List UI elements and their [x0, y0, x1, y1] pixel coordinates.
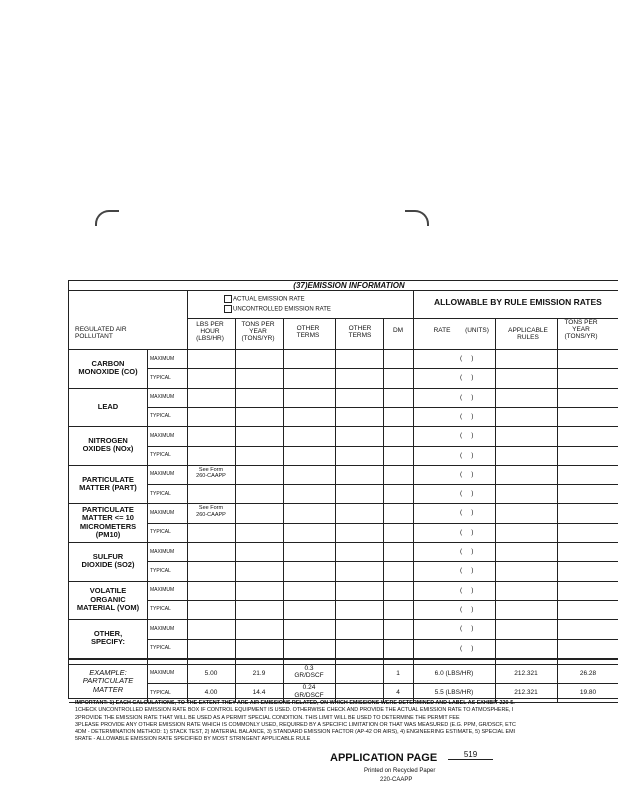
- emission-information-form: [68, 280, 618, 699]
- row-line: [147, 446, 618, 447]
- column-line: [235, 318, 236, 702]
- units-paren: ( ): [460, 432, 474, 440]
- printed-note: Printed on Recycled Paper: [364, 768, 436, 774]
- units-paren: ( ): [460, 374, 474, 382]
- units-paren: ( ): [460, 490, 474, 498]
- actual-rate-option[interactable]: ACTUAL EMISSION RATE: [224, 295, 331, 305]
- actual-rate-checkbox[interactable]: [224, 295, 232, 303]
- example-lbs-value: 4.00: [204, 689, 218, 697]
- example-rule-value: 212.321: [514, 669, 538, 677]
- units-paren: ( ): [460, 625, 474, 633]
- typical-label: TYPICAL: [150, 374, 171, 381]
- typical-label: TYPICAL: [150, 452, 171, 458]
- typical-label: TYPICAL: [150, 567, 171, 574]
- row-line: [147, 639, 618, 640]
- maximum-label: MAXIMUM: [150, 587, 175, 594]
- example-rate-value: 6.0 (LBS/HR): [434, 669, 474, 677]
- example-dm-value: 4: [396, 689, 400, 697]
- header-subline: [187, 318, 618, 319]
- col-rate: RATE: [433, 327, 451, 334]
- units-paren: ( ): [460, 644, 474, 652]
- column-line: [283, 318, 284, 702]
- pollutant-name: SULFUR DIOXIDE (SO2): [81, 551, 135, 570]
- col-units: (UNITS): [465, 327, 489, 334]
- maximum-label: MAXIMUM: [150, 509, 175, 516]
- units-paren: ( ): [460, 509, 474, 517]
- pollutant-name: VOLATILE ORGANIC MATERIAL (VOM): [76, 586, 140, 612]
- footnote-4: 4DM - DETERMINATION METHOD: 1) STACK TEST, 2) MATERIAL BALANCE, 3) STANDARD EMISSION FACTOR (AP-42 OR AIRS), 4) ENGINEERING ESTIMATE, 5) SPECIAL EMI: [75, 729, 516, 736]
- col-tons-per-year: TONS PER YEAR (TONS/YR): [241, 321, 275, 342]
- pollutant-name: NITROGEN OXIDES (NOx): [82, 435, 134, 454]
- typical-label: TYPICAL: [150, 490, 171, 497]
- example-tons-allowable-value: 26.28: [579, 669, 597, 677]
- scan-mark-left: [95, 210, 119, 226]
- application-page-label: APPLICATION PAGE: [330, 752, 438, 764]
- row-line: [147, 368, 618, 369]
- units-paren: ( ): [460, 470, 474, 478]
- row-line: [69, 426, 618, 427]
- footnote-3: 3PLEASE PROVIDE ANY OTHER EMISSION RATE WHICH IS COMMONLY USED, REQUIRED BY A SPECIFIC LIMITATION OR THAT WAS MEASURED (E.G. PPM, GR/DSCF, ETC: [75, 721, 516, 728]
- scan-mark-right: [405, 210, 429, 226]
- example-top-line: [69, 664, 618, 665]
- col-other-terms-2: OTHER TERMS: [348, 325, 372, 339]
- maximum-label: MAXIMUM: [150, 432, 175, 439]
- maximum-label: MAXIMUM: [150, 625, 175, 632]
- row-line: [69, 465, 618, 466]
- col-other-terms-1: OTHER TERMS: [296, 325, 320, 339]
- row-line: [147, 407, 618, 408]
- maximum-label: MAXIMUM: [150, 394, 175, 401]
- pollutant-name: PARTICULATE MATTER <= 10 MICROMETERS (PM10): [79, 504, 137, 539]
- form-number: 220-CAAPP: [380, 777, 413, 783]
- units-paren: ( ): [460, 605, 474, 613]
- max-lbs-value: See Form 260-CAAPP: [196, 505, 226, 518]
- typical-label: TYPICAL: [150, 529, 171, 536]
- row-line: [147, 561, 618, 562]
- column-line: [495, 318, 496, 702]
- maximum-label: MAXIMUM: [150, 471, 175, 478]
- typical-label: TYPICAL: [150, 606, 171, 613]
- emission-rate-options: [224, 295, 331, 314]
- page-number: 519: [448, 750, 493, 760]
- body-bottom-line: [69, 658, 618, 660]
- col-tons-per-year-allowable: TONS PER YEAR (TONS/YR): [564, 319, 598, 340]
- units-paren: ( ): [460, 355, 474, 362]
- max-lbs-value: See Form 260-CAAPP: [196, 466, 226, 480]
- row-line: [69, 542, 618, 543]
- units-paren: ( ): [460, 412, 474, 420]
- column-line: [147, 349, 148, 702]
- units-paren: ( ): [460, 451, 474, 459]
- example-lbs-value: 5.00: [204, 669, 218, 677]
- example-other-value: 0.3 GR/DSCF: [294, 664, 324, 680]
- column-line: [557, 318, 558, 702]
- maximum-label: MAXIMUM: [150, 670, 175, 677]
- footnote-1: 1CHECK UNCONTROLLED EMISSION RATE BOX IF CONTROL EQUIPMENT IS USED. OTHERWISE CHECK AND PROVIDE THE ACTUAL EMISSION RATE TO ATMOSPHERE, I: [75, 707, 514, 714]
- pollutant-name: OTHER, SPECIFY:: [90, 628, 126, 647]
- units-paren: ( ): [460, 393, 474, 401]
- units-paren: ( ): [460, 548, 474, 555]
- units-paren: ( ): [460, 586, 474, 594]
- pollutant-name: LEAD: [97, 401, 119, 411]
- example-tons-allowable-value: 19.80: [579, 689, 597, 697]
- maximum-label: MAXIMUM: [150, 355, 175, 362]
- example-dm-value: 1: [396, 669, 400, 677]
- pollutant-name: CARBON MONOXIDE (CO): [78, 358, 138, 377]
- row-line: [69, 581, 618, 582]
- example-tons-value: 21.9: [252, 669, 266, 677]
- example-other-value: 0.24 GR/DSCF: [294, 684, 324, 699]
- row-line: [69, 388, 618, 389]
- example-mid-line: [147, 683, 618, 684]
- typical-label: TYPICAL: [150, 689, 171, 696]
- regulated-pollutant-header: REGULATED AIR POLLUTANT: [75, 326, 127, 340]
- footnote-important: IMPORTANT: 1) EACH CALCULATIONS, TO THE EXTENT THEY ARE AIR EMISSIONS RELATED, ON WHICH EMISSIONS WERE DETERMINED AND LABEL AS EXHIBIT 220-5.: [75, 700, 515, 706]
- row-line: [147, 600, 618, 601]
- column-line: [413, 291, 414, 702]
- footnote-2: 2PROVIDE THE EMISSION RATE THAT WILL BE USED AS A PERMIT SPECIAL CONDITION. THIS LIMIT WILL BE USED TO DETERMINE THE PERMIT FEE: [75, 714, 460, 721]
- footnote-5: 5RATE - ALLOWABLE EMISSION RATE SPECIFIED BY MOST STRINGENT APPLICABLE RULE: [75, 736, 311, 743]
- column-line: [335, 318, 336, 702]
- row-line: [147, 484, 618, 485]
- column-line: [383, 318, 384, 702]
- row-line: [147, 523, 618, 524]
- maximum-label: MAXIMUM: [150, 548, 175, 555]
- header-bottom-line: [69, 349, 618, 350]
- uncontrolled-rate-checkbox[interactable]: [224, 305, 232, 313]
- pollutant-name: PARTICULATE MATTER (PART): [79, 474, 137, 492]
- col-applicable-rules: APPLICABLE RULES: [508, 327, 548, 341]
- example-rule-value: 212.321: [514, 689, 538, 697]
- units-paren: ( ): [460, 528, 474, 536]
- typical-label: TYPICAL: [150, 413, 171, 420]
- column-line: [187, 291, 188, 702]
- typical-label: TYPICAL: [150, 645, 171, 651]
- footnotes: [75, 700, 618, 744]
- col-lbs-per-hour: LBS PER HOUR (LBS/HR): [196, 321, 224, 342]
- units-paren: ( ): [460, 567, 474, 575]
- example-tons-value: 14.4: [252, 689, 266, 697]
- example-rate-value: 5.5 (LBS/HR): [434, 689, 474, 697]
- row-line: [69, 503, 618, 504]
- allowable-header: ALLOWABLE BY RULE EMISSION RATES: [434, 297, 602, 307]
- col-dm: DM: [392, 327, 404, 334]
- row-line: [69, 619, 618, 620]
- example-pollutant-name: EXAMPLE: PARTICULATE MATTER: [82, 667, 134, 694]
- section-title: (37)EMISSION INFORMATION: [69, 281, 618, 291]
- uncontrolled-rate-option[interactable]: UNCONTROLLED EMISSION RATE: [224, 305, 331, 315]
